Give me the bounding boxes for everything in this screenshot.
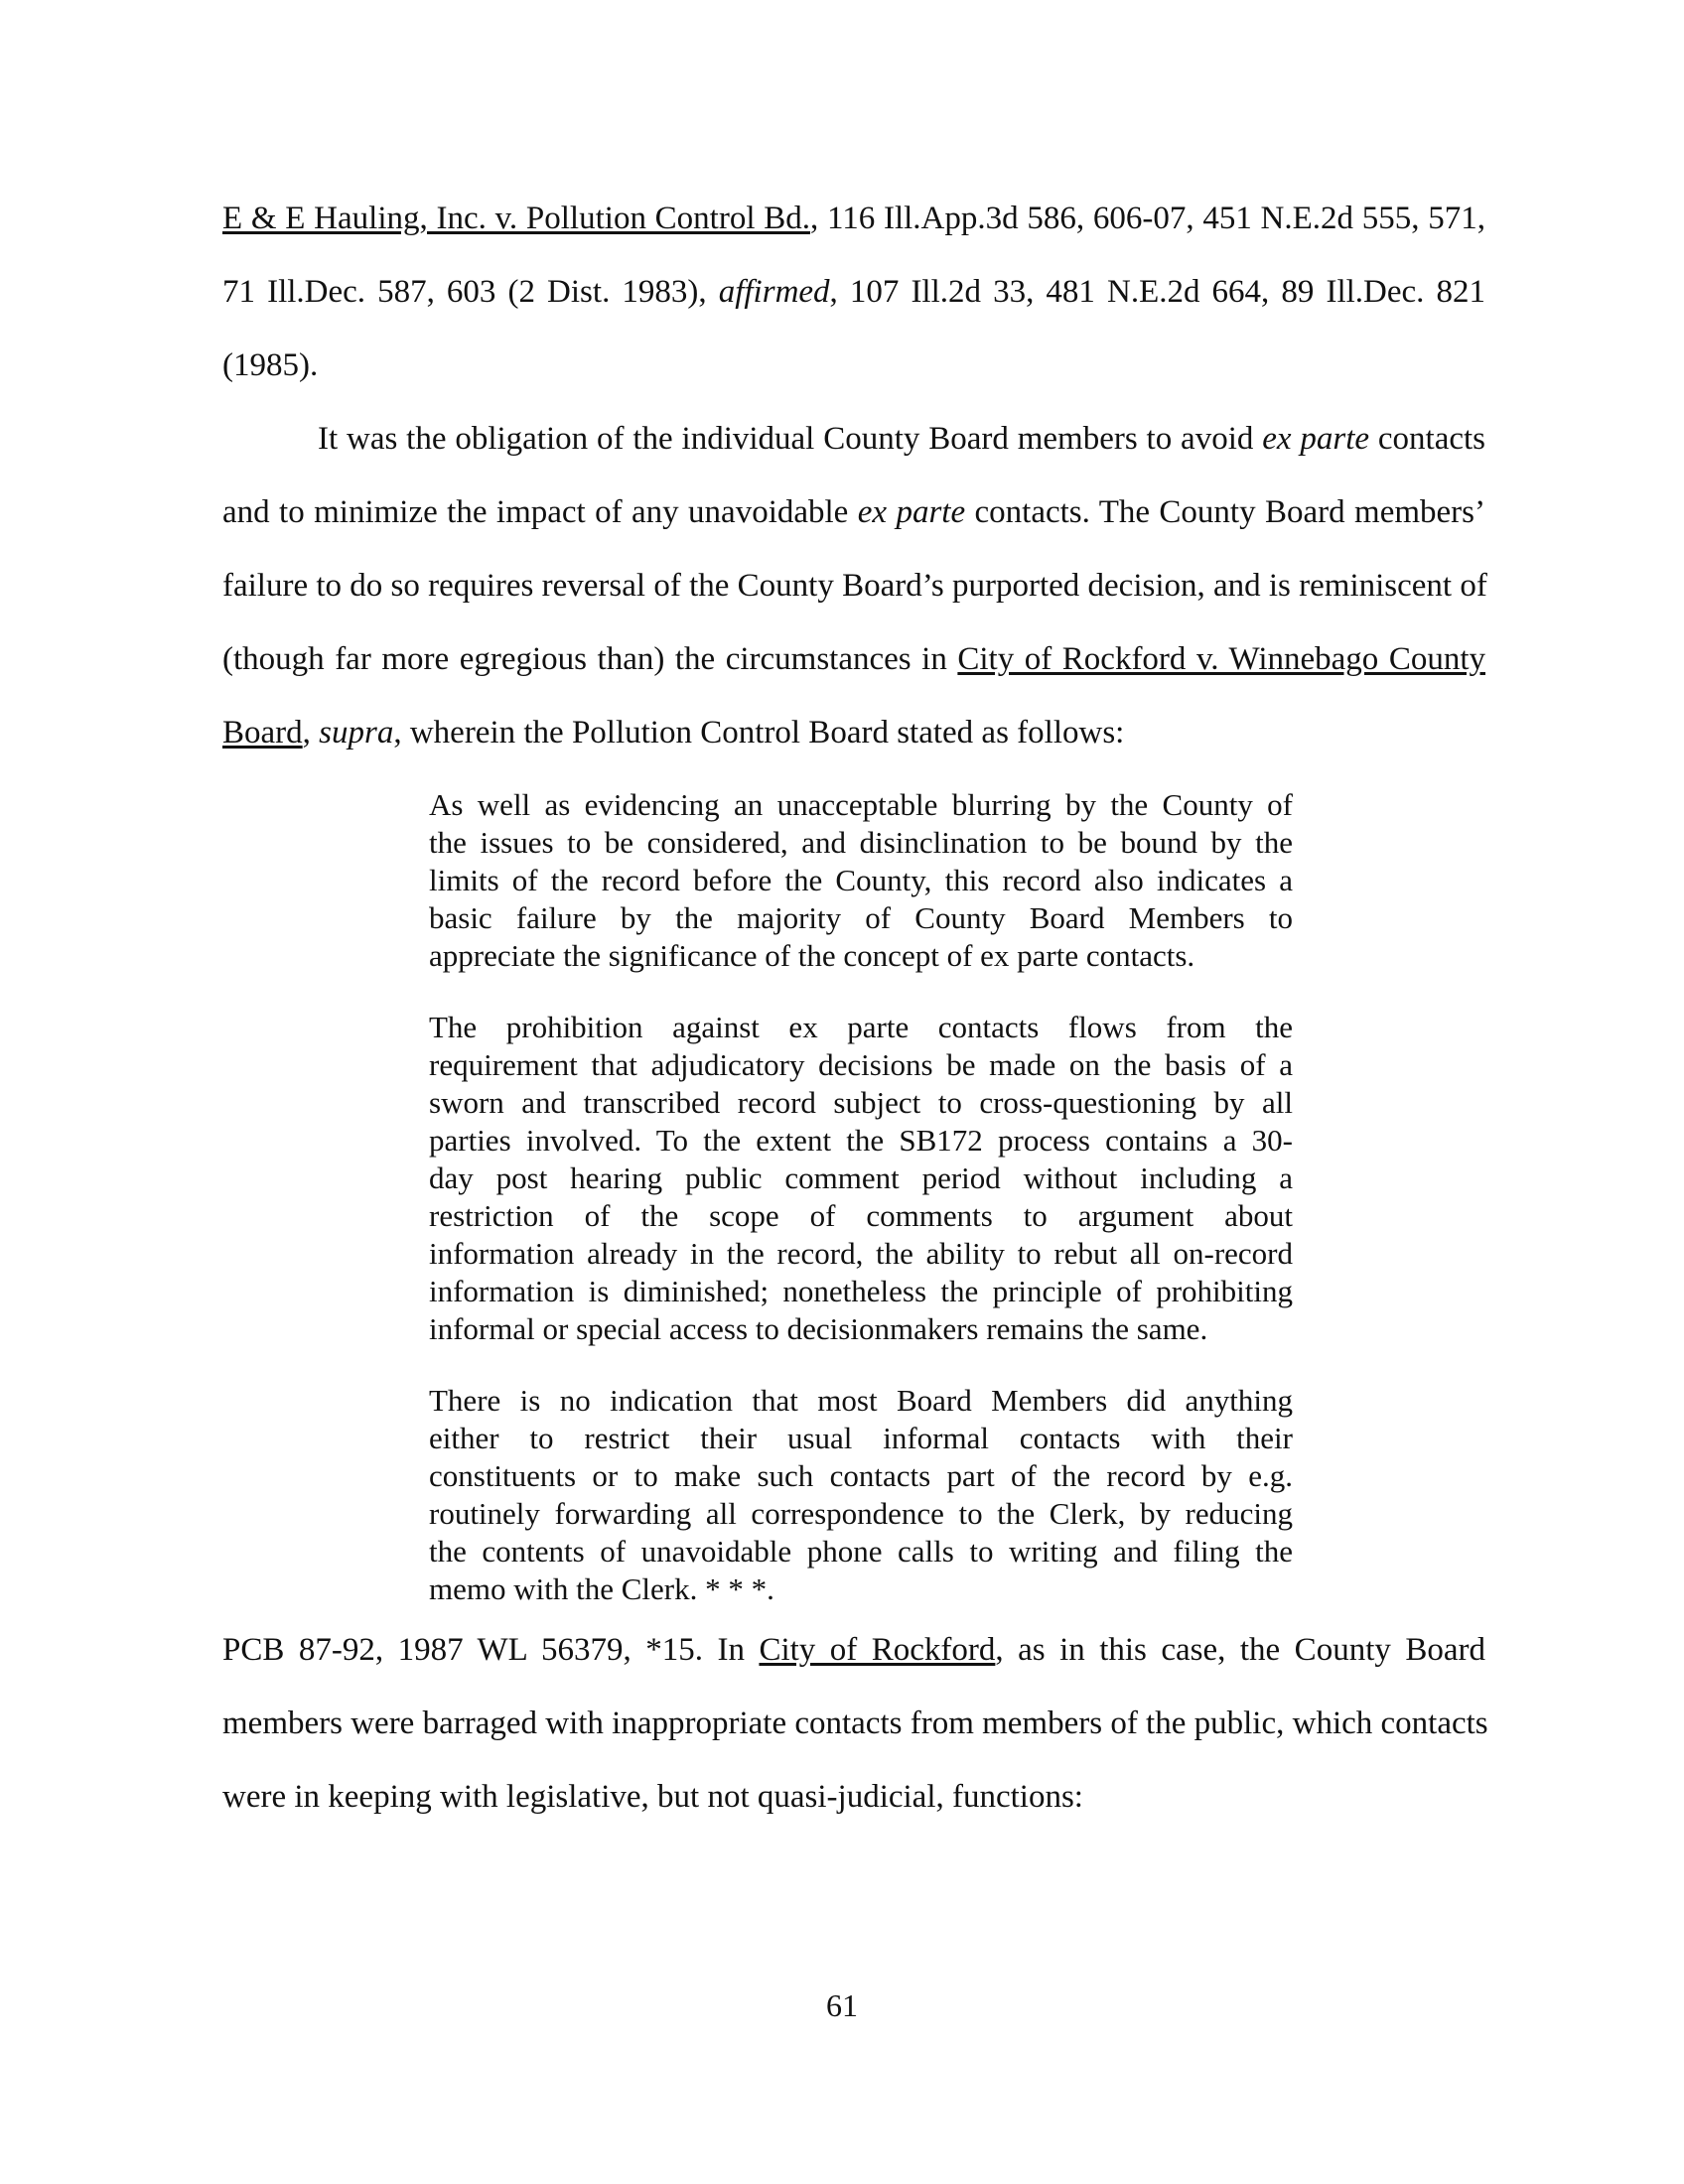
quote-line: the contents of unavoidable phone calls to writing and filing the	[429, 1534, 1293, 1569]
quote-line: information already in the record, the ability to rebut all on-record	[429, 1236, 1293, 1271]
case-name-city-of-rockford: City of Rockford v. Winnebago County	[957, 641, 1486, 677]
body-line: (though far more egregious than) the circumstances in City of Rockford v. Winnebago County	[222, 641, 1486, 677]
citation-line-1: E & E Hauling, Inc. v. Pollution Control Bd., 116 Ill.App.3d 586, 606-07, 451 N.E.2d 555, 571,	[222, 201, 1485, 236]
quote-line: informal or special access to decisionmakers remains the same.	[429, 1311, 1208, 1346]
quote-line: sworn and transcribed record subject to cross-questioning by all	[429, 1085, 1293, 1120]
quote-line: routinely forwarding all correspondence to the Clerk, by reducing	[429, 1496, 1293, 1531]
body-line: PCB 87-92, 1987 WL 56379, *15. In City of Rockford, as in this case, the County Board	[222, 1632, 1485, 1668]
quote-line: restriction of the scope of comments to argument about	[429, 1198, 1293, 1233]
quote-line: limits of the record before the County, this record also indicates a	[429, 863, 1293, 897]
citation-line-2: 71 Ill.Dec. 587, 603 (2 Dist. 1983), affirmed, 107 Ill.2d 33, 481 N.E.2d 664, 89 Ill.Dec. 821	[222, 274, 1485, 310]
citation-line-3: (1985).	[222, 347, 319, 383]
quote-line: either to restrict their usual informal contacts with their	[429, 1421, 1293, 1455]
quote-line: As well as evidencing an unacceptable blurring by the County of	[429, 787, 1293, 822]
body-line: Board, supra, wherein the Pollution Control Board stated as follows:	[222, 715, 1125, 751]
quote-line: There is no indication that most Board Members did anything	[429, 1383, 1293, 1418]
quote-line: memo with the Clerk. * * *.	[429, 1571, 774, 1606]
quote-line: basic failure by the majority of County Board Members to	[429, 900, 1293, 935]
case-name-ee-hauling: E & E Hauling, Inc. v. Pollution Control Bd.	[222, 201, 810, 236]
quote-line: The prohibition against ex parte contacts flows from the	[429, 1010, 1293, 1044]
quote-line: parties involved. To the extent the SB172 process contains a 30-	[429, 1123, 1293, 1158]
body-line: and to minimize the impact of any unavoidable ex parte contacts. The County Board members’	[222, 494, 1486, 530]
quote-line: day post hearing public comment period without including a	[429, 1160, 1293, 1195]
body-line: members were barraged with inappropriate contacts from members of the public, which contacts	[222, 1706, 1488, 1741]
affirmed-text: affirmed	[718, 274, 830, 310]
quote-line: requirement that adjudicatory decisions be made on the basis of a	[429, 1047, 1293, 1082]
page-number: 61	[826, 1987, 858, 2023]
case-name-city-of-rockford-short: City of Rockford	[759, 1632, 996, 1668]
quote-line: appreciate the significance of the concept of ex parte contacts.	[429, 938, 1195, 973]
quote-line: information is diminished; nonetheless the principle of prohibiting	[429, 1274, 1293, 1308]
body-line: were in keeping with legislative, but not quasi-judicial, functions:	[222, 1779, 1083, 1815]
body-line: It was the obligation of the individual County Board members to avoid ex parte contacts	[318, 421, 1486, 457]
body-line: failure to do so requires reversal of the County Board’s purported decision, and is reminiscent of	[222, 568, 1487, 604]
quote-line: the issues to be considered, and disinclination to be bound by the	[429, 825, 1293, 860]
quote-line: constituents or to make such contacts part of the record by e.g.	[429, 1458, 1293, 1493]
